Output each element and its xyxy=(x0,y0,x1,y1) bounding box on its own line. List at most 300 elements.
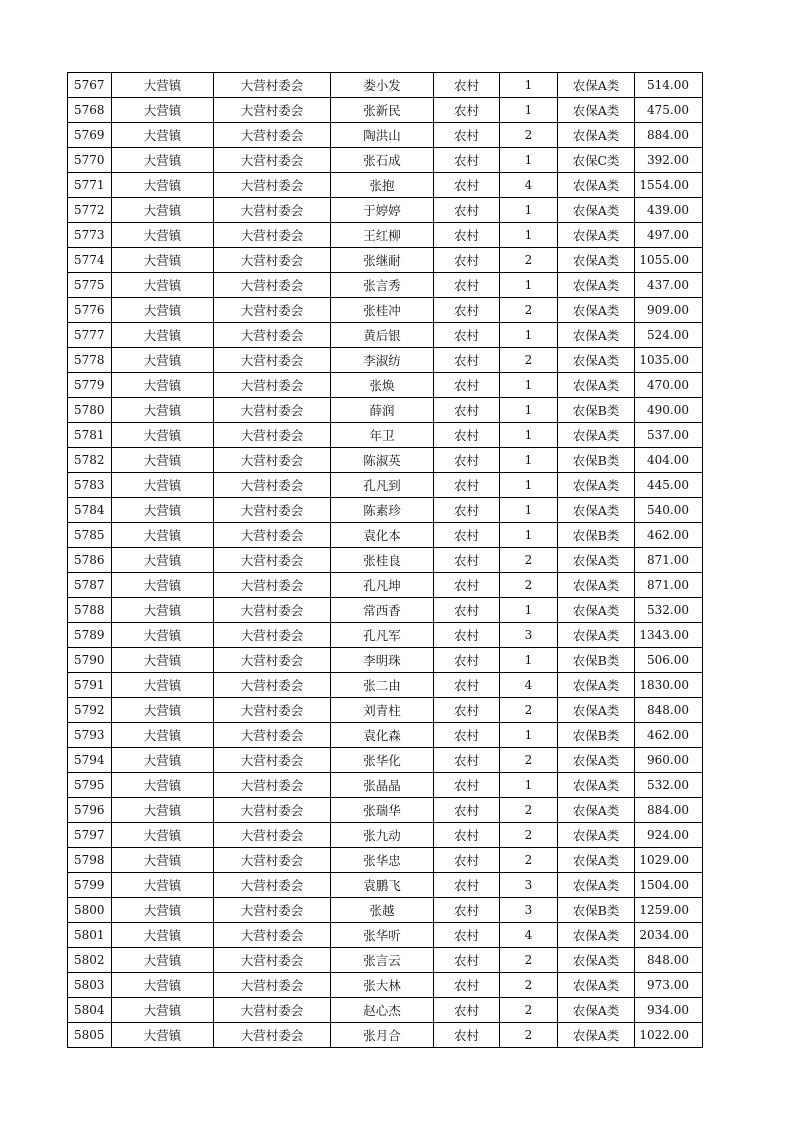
table-row xyxy=(68,648,703,673)
amount-cell: 475.00 xyxy=(635,98,703,123)
person-name-cell: 袁化森 xyxy=(331,723,434,748)
person-name-cell: 孔凡坤 xyxy=(331,573,434,598)
member-count-cell: 2 xyxy=(500,998,558,1023)
insurance-category-cell: 农保A类 xyxy=(558,273,635,298)
household-type-cell: 农村 xyxy=(434,998,500,1023)
person-name-cell: 张石成 xyxy=(331,148,434,173)
household-type-cell: 农村 xyxy=(434,773,500,798)
insurance-category-cell: 农保B类 xyxy=(558,648,635,673)
table-row xyxy=(68,448,703,473)
town-cell: 大营镇 xyxy=(112,423,214,448)
village-committee-cell: 大营村委会 xyxy=(214,898,331,923)
record-id-cell: 5797 xyxy=(68,823,112,848)
village-committee-cell: 大营村委会 xyxy=(214,423,331,448)
household-type-cell: 农村 xyxy=(434,173,500,198)
person-name-cell: 袁鹏飞 xyxy=(331,873,434,898)
table-row xyxy=(68,323,703,348)
table-row xyxy=(68,523,703,548)
household-type-cell: 农村 xyxy=(434,648,500,673)
insurance-category-cell: 农保A类 xyxy=(558,298,635,323)
record-id-cell: 5802 xyxy=(68,948,112,973)
person-name-cell: 常西香 xyxy=(331,598,434,623)
record-id-cell: 5772 xyxy=(68,198,112,223)
town-cell: 大营镇 xyxy=(112,223,214,248)
amount-cell: 2034.00 xyxy=(635,923,703,948)
town-cell: 大营镇 xyxy=(112,448,214,473)
insurance-category-cell: 农保A类 xyxy=(558,498,635,523)
person-name-cell: 陈淑英 xyxy=(331,448,434,473)
record-id-cell: 5771 xyxy=(68,173,112,198)
household-type-cell: 农村 xyxy=(434,523,500,548)
insurance-category-cell: 农保A类 xyxy=(558,323,635,348)
record-id-cell: 5783 xyxy=(68,473,112,498)
amount-cell: 445.00 xyxy=(635,473,703,498)
insurance-category-cell: 农保A类 xyxy=(558,423,635,448)
amount-cell: 1504.00 xyxy=(635,873,703,898)
insurance-category-cell: 农保A类 xyxy=(558,773,635,798)
household-type-cell: 农村 xyxy=(434,1023,500,1048)
village-committee-cell: 大营村委会 xyxy=(214,748,331,773)
person-name-cell: 张新民 xyxy=(331,98,434,123)
village-committee-cell: 大营村委会 xyxy=(214,323,331,348)
table-row xyxy=(68,123,703,148)
table-row xyxy=(68,898,703,923)
insurance-category-cell: 农保A类 xyxy=(558,623,635,648)
town-cell: 大营镇 xyxy=(112,73,214,98)
table-row xyxy=(68,698,703,723)
record-id-cell: 5799 xyxy=(68,873,112,898)
member-count-cell: 2 xyxy=(500,573,558,598)
person-name-cell: 张越 xyxy=(331,898,434,923)
person-name-cell: 刘青柱 xyxy=(331,698,434,723)
household-type-cell: 农村 xyxy=(434,823,500,848)
village-committee-cell: 大营村委会 xyxy=(214,1023,331,1048)
amount-cell: 909.00 xyxy=(635,298,703,323)
village-committee-cell: 大营村委会 xyxy=(214,823,331,848)
table-row xyxy=(68,273,703,298)
person-name-cell: 赵心杰 xyxy=(331,998,434,1023)
person-name-cell: 张晶晶 xyxy=(331,773,434,798)
person-name-cell: 张桂良 xyxy=(331,548,434,573)
data-table xyxy=(67,72,703,1048)
insurance-category-cell: 农保A类 xyxy=(558,748,635,773)
village-committee-cell: 大营村委会 xyxy=(214,998,331,1023)
insurance-category-cell: 农保B类 xyxy=(558,523,635,548)
amount-cell: 462.00 xyxy=(635,523,703,548)
village-committee-cell: 大营村委会 xyxy=(214,723,331,748)
record-id-cell: 5801 xyxy=(68,923,112,948)
town-cell: 大营镇 xyxy=(112,298,214,323)
table-row xyxy=(68,948,703,973)
amount-cell: 392.00 xyxy=(635,148,703,173)
insurance-category-cell: 农保A类 xyxy=(558,873,635,898)
village-committee-cell: 大营村委会 xyxy=(214,123,331,148)
town-cell: 大营镇 xyxy=(112,923,214,948)
table-row xyxy=(68,798,703,823)
record-id-cell: 5780 xyxy=(68,398,112,423)
insurance-category-cell: 农保A类 xyxy=(558,948,635,973)
member-count-cell: 1 xyxy=(500,648,558,673)
table-row xyxy=(68,998,703,1023)
village-committee-cell: 大营村委会 xyxy=(214,773,331,798)
town-cell: 大营镇 xyxy=(112,98,214,123)
person-name-cell: 张言云 xyxy=(331,948,434,973)
household-type-cell: 农村 xyxy=(434,848,500,873)
town-cell: 大营镇 xyxy=(112,373,214,398)
household-type-cell: 农村 xyxy=(434,148,500,173)
member-count-cell: 2 xyxy=(500,698,558,723)
table-row xyxy=(68,1023,703,1048)
amount-cell: 1029.00 xyxy=(635,848,703,873)
village-committee-cell: 大营村委会 xyxy=(214,973,331,998)
amount-cell: 1055.00 xyxy=(635,248,703,273)
record-id-cell: 5803 xyxy=(68,973,112,998)
member-count-cell: 3 xyxy=(500,873,558,898)
household-type-cell: 农村 xyxy=(434,348,500,373)
member-count-cell: 2 xyxy=(500,248,558,273)
insurance-category-cell: 农保A类 xyxy=(558,848,635,873)
household-type-cell: 农村 xyxy=(434,873,500,898)
amount-cell: 540.00 xyxy=(635,498,703,523)
record-id-cell: 5785 xyxy=(68,523,112,548)
table-row xyxy=(68,498,703,523)
insurance-category-cell: 农保A类 xyxy=(558,373,635,398)
record-id-cell: 5788 xyxy=(68,598,112,623)
person-name-cell: 张瑞华 xyxy=(331,798,434,823)
amount-cell: 532.00 xyxy=(635,598,703,623)
table-row xyxy=(68,348,703,373)
member-count-cell: 2 xyxy=(500,1023,558,1048)
record-id-cell: 5791 xyxy=(68,673,112,698)
member-count-cell: 2 xyxy=(500,548,558,573)
table-row xyxy=(68,198,703,223)
town-cell: 大营镇 xyxy=(112,123,214,148)
household-type-cell: 农村 xyxy=(434,198,500,223)
village-committee-cell: 大营村委会 xyxy=(214,623,331,648)
person-name-cell: 张言秀 xyxy=(331,273,434,298)
table-row xyxy=(68,923,703,948)
table-row xyxy=(68,723,703,748)
amount-cell: 462.00 xyxy=(635,723,703,748)
person-name-cell: 张华听 xyxy=(331,923,434,948)
table-row xyxy=(68,223,703,248)
village-committee-cell: 大营村委会 xyxy=(214,648,331,673)
household-type-cell: 农村 xyxy=(434,298,500,323)
amount-cell: 1259.00 xyxy=(635,898,703,923)
record-id-cell: 5794 xyxy=(68,748,112,773)
member-count-cell: 2 xyxy=(500,973,558,998)
person-name-cell: 张焕 xyxy=(331,373,434,398)
amount-cell: 537.00 xyxy=(635,423,703,448)
town-cell: 大营镇 xyxy=(112,548,214,573)
insurance-category-cell: 农保A类 xyxy=(558,123,635,148)
record-id-cell: 5782 xyxy=(68,448,112,473)
table-row xyxy=(68,298,703,323)
insurance-category-cell: 农保A类 xyxy=(558,798,635,823)
table-row xyxy=(68,423,703,448)
person-name-cell: 张桂冲 xyxy=(331,298,434,323)
record-id-cell: 5789 xyxy=(68,623,112,648)
table-row xyxy=(68,73,703,98)
table-row xyxy=(68,748,703,773)
village-committee-cell: 大营村委会 xyxy=(214,848,331,873)
household-type-cell: 农村 xyxy=(434,273,500,298)
table-row xyxy=(68,623,703,648)
insurance-category-cell: 农保A类 xyxy=(558,173,635,198)
record-id-cell: 5767 xyxy=(68,73,112,98)
member-count-cell: 2 xyxy=(500,948,558,973)
person-name-cell: 张大林 xyxy=(331,973,434,998)
town-cell: 大营镇 xyxy=(112,273,214,298)
town-cell: 大营镇 xyxy=(112,623,214,648)
record-id-cell: 5798 xyxy=(68,848,112,873)
insurance-category-cell: 农保B类 xyxy=(558,448,635,473)
member-count-cell: 1 xyxy=(500,473,558,498)
village-committee-cell: 大营村委会 xyxy=(214,923,331,948)
record-id-cell: 5784 xyxy=(68,498,112,523)
member-count-cell: 1 xyxy=(500,423,558,448)
amount-cell: 1554.00 xyxy=(635,173,703,198)
village-committee-cell: 大营村委会 xyxy=(214,198,331,223)
member-count-cell: 1 xyxy=(500,273,558,298)
person-name-cell: 孔凡军 xyxy=(331,623,434,648)
person-name-cell: 娄小发 xyxy=(331,73,434,98)
town-cell: 大营镇 xyxy=(112,873,214,898)
member-count-cell: 1 xyxy=(500,73,558,98)
town-cell: 大营镇 xyxy=(112,348,214,373)
household-type-cell: 农村 xyxy=(434,248,500,273)
member-count-cell: 3 xyxy=(500,898,558,923)
member-count-cell: 1 xyxy=(500,323,558,348)
record-id-cell: 5793 xyxy=(68,723,112,748)
amount-cell: 960.00 xyxy=(635,748,703,773)
member-count-cell: 2 xyxy=(500,823,558,848)
record-id-cell: 5769 xyxy=(68,123,112,148)
insurance-category-cell: 农保A类 xyxy=(558,98,635,123)
amount-cell: 871.00 xyxy=(635,548,703,573)
town-cell: 大营镇 xyxy=(112,998,214,1023)
member-count-cell: 4 xyxy=(500,173,558,198)
amount-cell: 1830.00 xyxy=(635,673,703,698)
village-committee-cell: 大营村委会 xyxy=(214,698,331,723)
town-cell: 大营镇 xyxy=(112,323,214,348)
member-count-cell: 2 xyxy=(500,123,558,148)
household-type-cell: 农村 xyxy=(434,448,500,473)
amount-cell: 848.00 xyxy=(635,948,703,973)
town-cell: 大营镇 xyxy=(112,723,214,748)
person-name-cell: 李明珠 xyxy=(331,648,434,673)
village-committee-cell: 大营村委会 xyxy=(214,473,331,498)
amount-cell: 884.00 xyxy=(635,123,703,148)
village-committee-cell: 大营村委会 xyxy=(214,498,331,523)
table-body xyxy=(68,73,703,1048)
household-type-cell: 农村 xyxy=(434,223,500,248)
member-count-cell: 4 xyxy=(500,673,558,698)
household-type-cell: 农村 xyxy=(434,973,500,998)
town-cell: 大营镇 xyxy=(112,198,214,223)
village-committee-cell: 大营村委会 xyxy=(214,573,331,598)
town-cell: 大营镇 xyxy=(112,748,214,773)
person-name-cell: 张九动 xyxy=(331,823,434,848)
insurance-category-cell: 农保A类 xyxy=(558,473,635,498)
household-type-cell: 农村 xyxy=(434,698,500,723)
insurance-category-cell: 农保A类 xyxy=(558,573,635,598)
table-row xyxy=(68,473,703,498)
amount-cell: 532.00 xyxy=(635,773,703,798)
household-type-cell: 农村 xyxy=(434,673,500,698)
household-type-cell: 农村 xyxy=(434,573,500,598)
household-type-cell: 农村 xyxy=(434,123,500,148)
record-id-cell: 5778 xyxy=(68,348,112,373)
insurance-category-cell: 农保A类 xyxy=(558,923,635,948)
record-id-cell: 5800 xyxy=(68,898,112,923)
household-type-cell: 农村 xyxy=(434,923,500,948)
member-count-cell: 1 xyxy=(500,523,558,548)
amount-cell: 514.00 xyxy=(635,73,703,98)
amount-cell: 524.00 xyxy=(635,323,703,348)
person-name-cell: 李淑纺 xyxy=(331,348,434,373)
table-row xyxy=(68,98,703,123)
amount-cell: 1022.00 xyxy=(635,1023,703,1048)
table-row xyxy=(68,548,703,573)
amount-cell: 497.00 xyxy=(635,223,703,248)
member-count-cell: 2 xyxy=(500,348,558,373)
insurance-category-cell: 农保B类 xyxy=(558,398,635,423)
village-committee-cell: 大营村委会 xyxy=(214,73,331,98)
town-cell: 大营镇 xyxy=(112,973,214,998)
table-row xyxy=(68,148,703,173)
person-name-cell: 张华忠 xyxy=(331,848,434,873)
amount-cell: 871.00 xyxy=(635,573,703,598)
town-cell: 大营镇 xyxy=(112,648,214,673)
member-count-cell: 1 xyxy=(500,373,558,398)
table-row xyxy=(68,398,703,423)
insurance-category-cell: 农保A类 xyxy=(558,548,635,573)
town-cell: 大营镇 xyxy=(112,598,214,623)
record-id-cell: 5790 xyxy=(68,648,112,673)
town-cell: 大营镇 xyxy=(112,173,214,198)
record-id-cell: 5781 xyxy=(68,423,112,448)
town-cell: 大营镇 xyxy=(112,898,214,923)
amount-cell: 404.00 xyxy=(635,448,703,473)
village-committee-cell: 大营村委会 xyxy=(214,298,331,323)
member-count-cell: 3 xyxy=(500,623,558,648)
member-count-cell: 2 xyxy=(500,748,558,773)
village-committee-cell: 大营村委会 xyxy=(214,548,331,573)
table-row xyxy=(68,573,703,598)
record-id-cell: 5779 xyxy=(68,373,112,398)
table-row xyxy=(68,248,703,273)
amount-cell: 973.00 xyxy=(635,973,703,998)
member-count-cell: 2 xyxy=(500,298,558,323)
person-name-cell: 张继耐 xyxy=(331,248,434,273)
amount-cell: 1343.00 xyxy=(635,623,703,648)
table-row xyxy=(68,598,703,623)
insurance-category-cell: 农保B类 xyxy=(558,898,635,923)
amount-cell: 437.00 xyxy=(635,273,703,298)
person-name-cell: 黄后银 xyxy=(331,323,434,348)
town-cell: 大营镇 xyxy=(112,498,214,523)
village-committee-cell: 大营村委会 xyxy=(214,98,331,123)
town-cell: 大营镇 xyxy=(112,473,214,498)
record-id-cell: 5787 xyxy=(68,573,112,598)
member-count-cell: 1 xyxy=(500,723,558,748)
person-name-cell: 年卫 xyxy=(331,423,434,448)
person-name-cell: 张月合 xyxy=(331,1023,434,1048)
household-type-cell: 农村 xyxy=(434,98,500,123)
record-id-cell: 5796 xyxy=(68,798,112,823)
household-type-cell: 农村 xyxy=(434,373,500,398)
household-type-cell: 农村 xyxy=(434,473,500,498)
town-cell: 大营镇 xyxy=(112,773,214,798)
insurance-category-cell: 农保A类 xyxy=(558,598,635,623)
record-id-cell: 5795 xyxy=(68,773,112,798)
town-cell: 大营镇 xyxy=(112,823,214,848)
insurance-category-cell: 农保A类 xyxy=(558,223,635,248)
amount-cell: 490.00 xyxy=(635,398,703,423)
household-type-cell: 农村 xyxy=(434,623,500,648)
person-name-cell: 袁化本 xyxy=(331,523,434,548)
person-name-cell: 张华化 xyxy=(331,748,434,773)
village-committee-cell: 大营村委会 xyxy=(214,598,331,623)
table-row xyxy=(68,973,703,998)
household-type-cell: 农村 xyxy=(434,598,500,623)
insurance-category-cell: 农保A类 xyxy=(558,998,635,1023)
table-row xyxy=(68,773,703,798)
record-id-cell: 5768 xyxy=(68,98,112,123)
household-type-cell: 农村 xyxy=(434,898,500,923)
insurance-category-cell: 农保B类 xyxy=(558,723,635,748)
record-id-cell: 5773 xyxy=(68,223,112,248)
village-committee-cell: 大营村委会 xyxy=(214,448,331,473)
table-row xyxy=(68,373,703,398)
member-count-cell: 1 xyxy=(500,448,558,473)
member-count-cell: 1 xyxy=(500,148,558,173)
person-name-cell: 陈素珍 xyxy=(331,498,434,523)
insurance-category-cell: 农保A类 xyxy=(558,348,635,373)
village-committee-cell: 大营村委会 xyxy=(214,873,331,898)
record-id-cell: 5792 xyxy=(68,698,112,723)
insurance-category-cell: 农保A类 xyxy=(558,973,635,998)
household-type-cell: 农村 xyxy=(434,73,500,98)
household-type-cell: 农村 xyxy=(434,748,500,773)
amount-cell: 1035.00 xyxy=(635,348,703,373)
insurance-category-cell: 农保A类 xyxy=(558,698,635,723)
town-cell: 大营镇 xyxy=(112,1023,214,1048)
table-row xyxy=(68,173,703,198)
household-type-cell: 农村 xyxy=(434,423,500,448)
insurance-category-cell: 农保C类 xyxy=(558,148,635,173)
village-committee-cell: 大营村委会 xyxy=(214,673,331,698)
member-count-cell: 1 xyxy=(500,223,558,248)
town-cell: 大营镇 xyxy=(112,148,214,173)
household-type-cell: 农村 xyxy=(434,723,500,748)
person-name-cell: 张二由 xyxy=(331,673,434,698)
household-type-cell: 农村 xyxy=(434,798,500,823)
household-type-cell: 农村 xyxy=(434,948,500,973)
insurance-category-cell: 农保A类 xyxy=(558,673,635,698)
amount-cell: 924.00 xyxy=(635,823,703,848)
village-committee-cell: 大营村委会 xyxy=(214,273,331,298)
village-committee-cell: 大营村委会 xyxy=(214,223,331,248)
table-row xyxy=(68,873,703,898)
amount-cell: 439.00 xyxy=(635,198,703,223)
record-id-cell: 5774 xyxy=(68,248,112,273)
insurance-category-cell: 农保A类 xyxy=(558,198,635,223)
household-type-cell: 农村 xyxy=(434,498,500,523)
insurance-category-cell: 农保A类 xyxy=(558,823,635,848)
member-count-cell: 1 xyxy=(500,598,558,623)
